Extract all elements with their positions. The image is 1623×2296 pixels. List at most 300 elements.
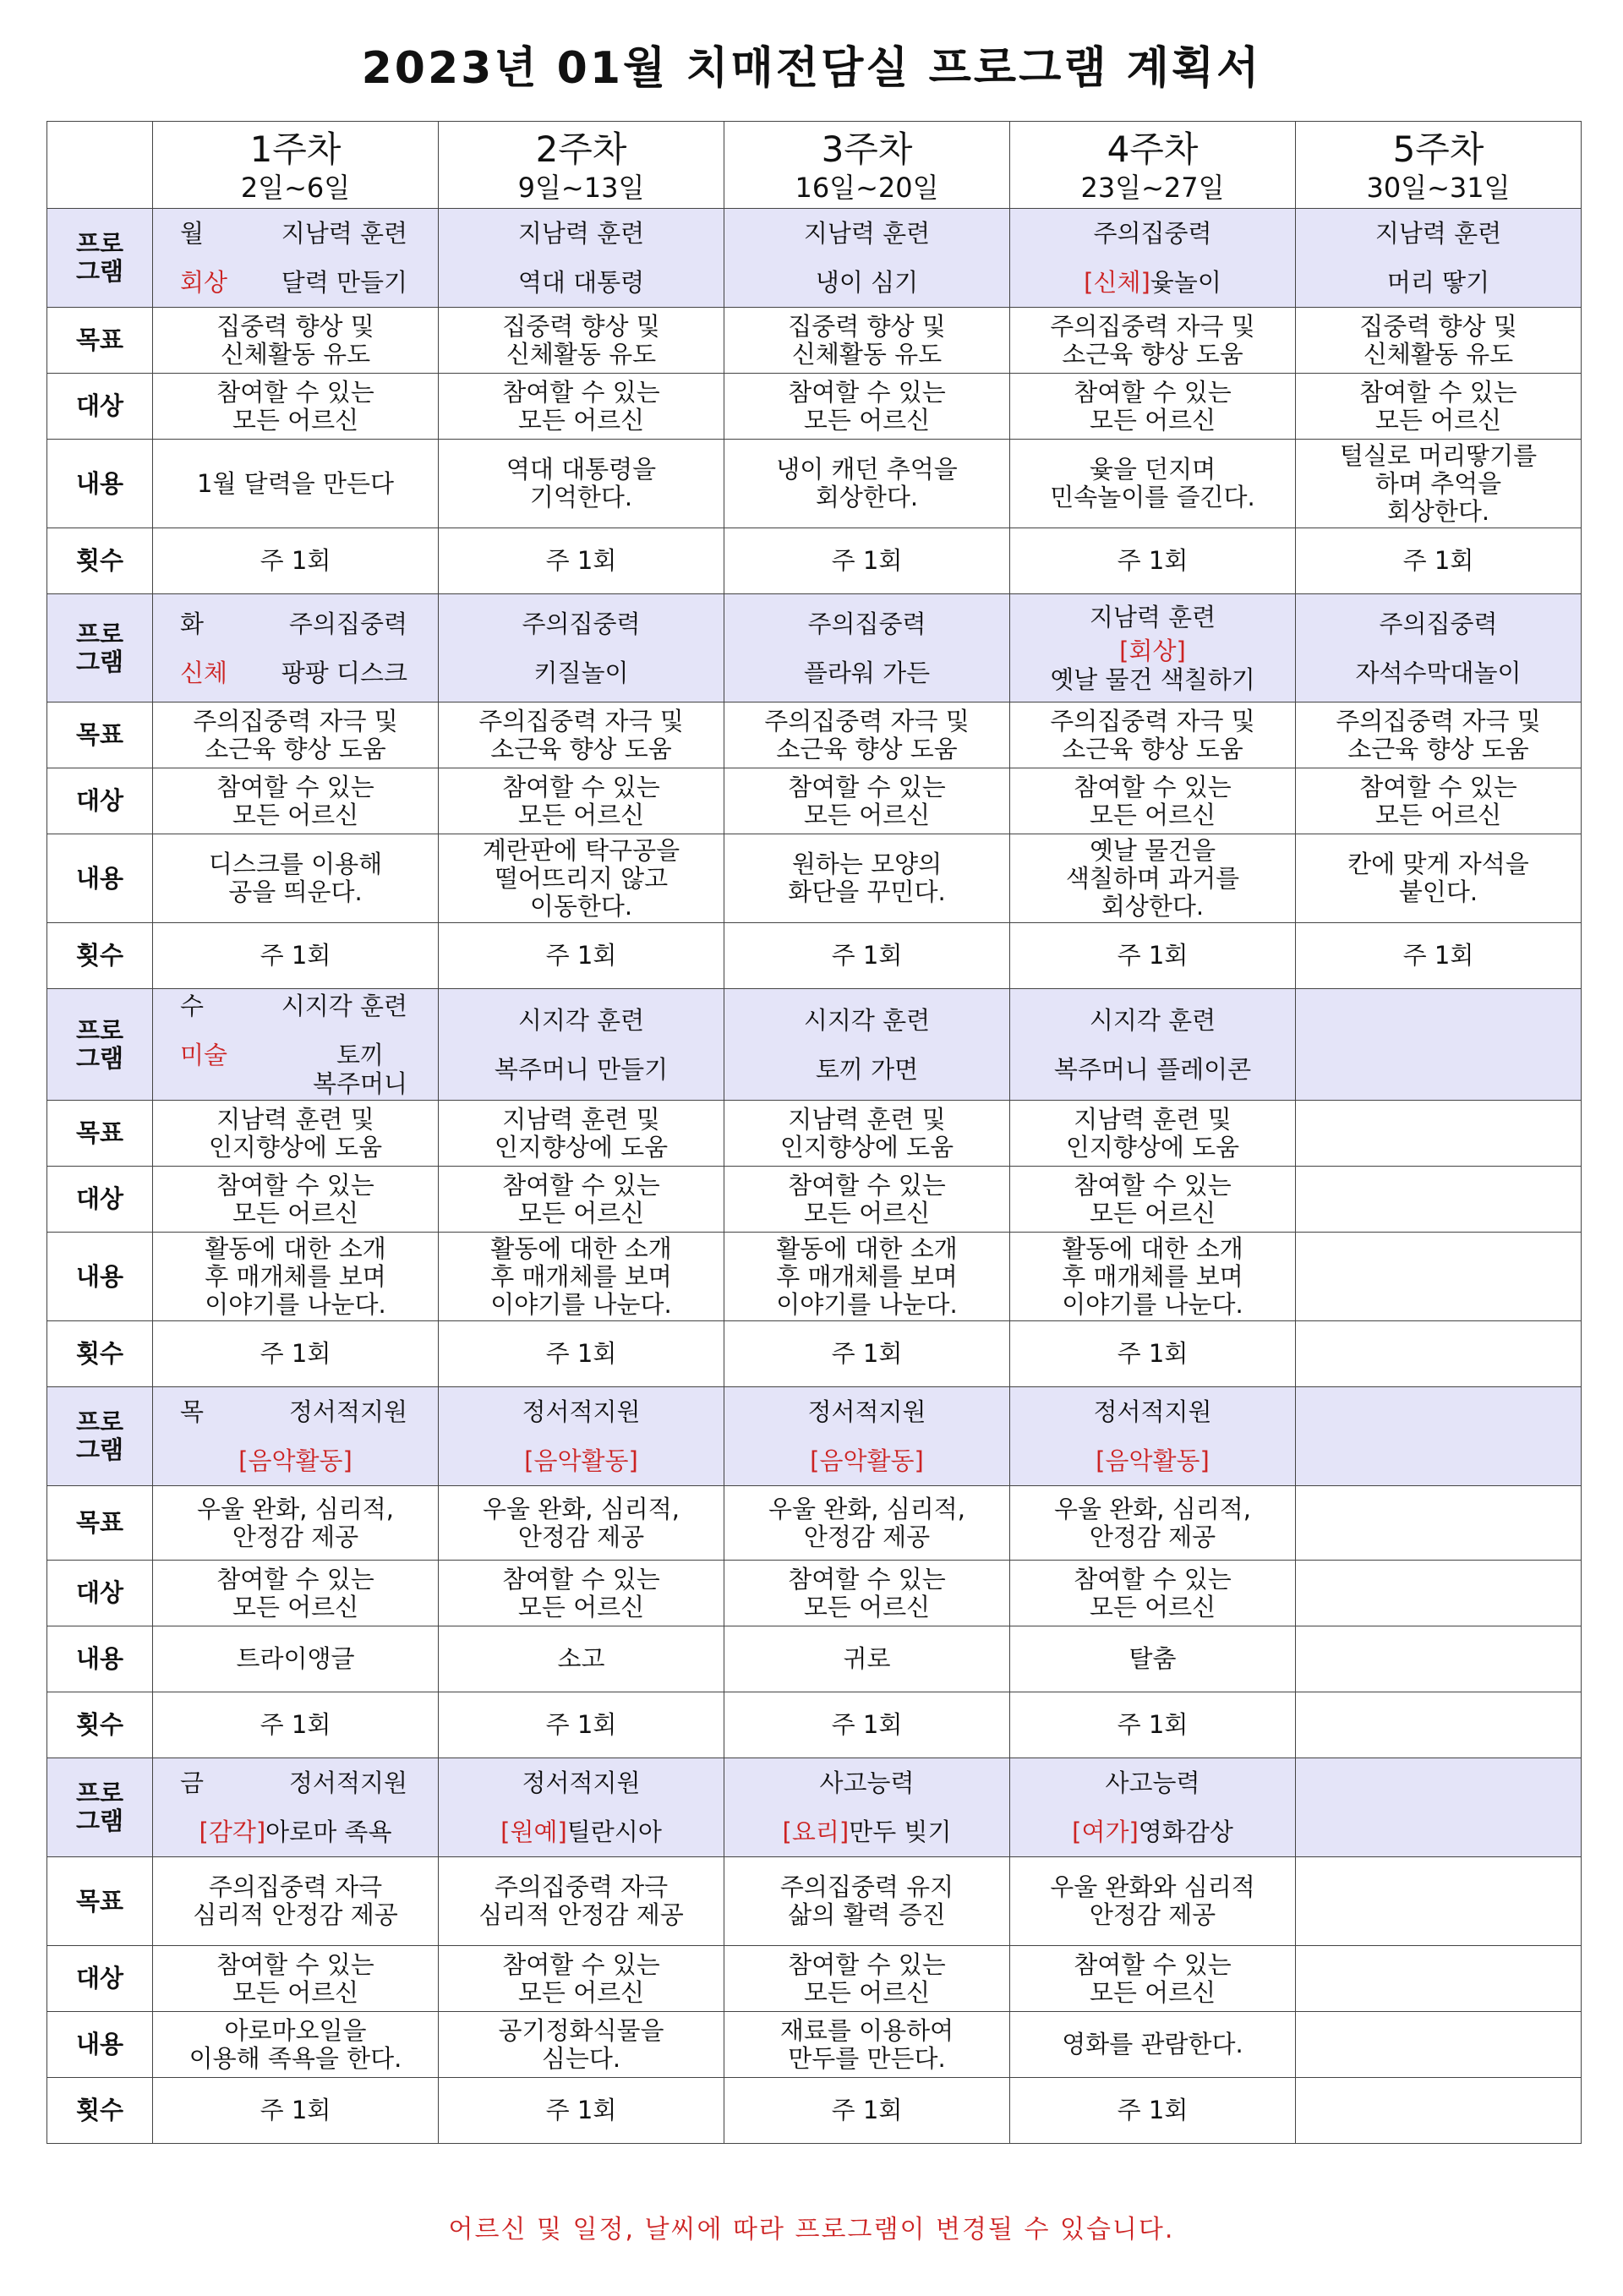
program-row: [47, 989, 1582, 1101]
program-domain: 지남력 훈련: [1089, 602, 1216, 631]
program-cell: [439, 209, 724, 308]
program-line-1: [730, 1768, 1004, 1797]
goal-cell: 주의집중력 자극 심리적 안정감 제공: [153, 1857, 439, 1946]
goal-row: [47, 702, 1582, 768]
program-domain: 정서적지원: [288, 1397, 407, 1426]
row-label-freq: 횟수: [47, 1321, 153, 1387]
row-label-program: [47, 989, 153, 1101]
program-cell: [724, 1387, 1010, 1486]
program-line-1: [1301, 219, 1576, 248]
target-cell: 참여할 수 있는 모든 어르신: [724, 1167, 1010, 1233]
goal-cell: 주의집중력 자극 및 소근육 향상 도움: [724, 702, 1010, 768]
row-label-target: 대상: [47, 374, 153, 440]
program-line-1: [158, 1397, 433, 1426]
freq-cell: 주 1회: [724, 528, 1010, 594]
week-dates: 30일~31일: [1366, 172, 1511, 204]
category-label: 신체: [180, 658, 228, 687]
target-row: [47, 1946, 1582, 2012]
program-domain: 정서적지원: [1093, 1397, 1212, 1426]
program-cell: [1010, 989, 1296, 1101]
program-line-2: [158, 1041, 433, 1098]
target-cell: 참여할 수 있는 모든 어르신: [439, 1561, 724, 1626]
program-line-2: [1015, 1446, 1290, 1475]
goal-cell: 주의집중력 자극 및 소근육 향상 도움: [1010, 702, 1296, 768]
freq-row: [47, 923, 1582, 989]
program-line-2: [158, 1446, 433, 1475]
program-cell: [724, 594, 1010, 702]
content-cell: 소고: [439, 1626, 724, 1692]
program-category-tag: [회상]: [1119, 636, 1186, 665]
target-row: [47, 374, 1582, 440]
content-cell: [1296, 1626, 1582, 1692]
program-title: 키질놀이: [533, 658, 629, 687]
content-cell: 옛날 물건을 색칠하며 과거를 회상한다.: [1010, 834, 1296, 923]
week-header-1: [153, 122, 439, 209]
freq-cell: 주 1회: [724, 1321, 1010, 1387]
program-line-2: [730, 1446, 1004, 1475]
program-domain: 시지각 훈련: [281, 991, 407, 1020]
program-cell: [153, 989, 439, 1101]
program-line-2: [730, 1818, 1004, 1846]
target-cell: 참여할 수 있는 모든 어르신: [724, 768, 1010, 834]
row-label-text: 프로: [75, 619, 124, 648]
program-domain: 지남력 훈련: [517, 219, 645, 248]
program-line-2: [1015, 268, 1290, 297]
program-cell: [439, 594, 724, 702]
weekday-label: 화: [180, 609, 205, 638]
row-label-goal: 목표: [47, 1857, 153, 1946]
freq-cell: [1296, 1321, 1582, 1387]
weekday-label: 수: [180, 991, 205, 1020]
target-row: [47, 1167, 1582, 1233]
program-cell: [724, 209, 1010, 308]
target-cell: [1296, 1561, 1582, 1626]
program-cell: [153, 209, 439, 308]
target-cell: 참여할 수 있는 모든 어르신: [1010, 768, 1296, 834]
target-cell: 참여할 수 있는 모든 어르신: [439, 1167, 724, 1233]
program-title: 플라워 가든: [803, 658, 931, 687]
program-row: [47, 594, 1582, 702]
goal-cell: [1296, 1101, 1582, 1167]
freq-cell: [1296, 2078, 1582, 2144]
content-cell: 활동에 대한 소개 후 매개체를 보며 이야기를 나눈다.: [1010, 1233, 1296, 1321]
week-label: 1주차: [249, 128, 342, 170]
row-label-goal: 목표: [47, 702, 153, 768]
week-label: 4주차: [1107, 128, 1199, 170]
program-line-2: [1015, 1818, 1290, 1846]
content-cell: 활동에 대한 소개 후 매개체를 보며 이야기를 나눈다.: [153, 1233, 439, 1321]
program-line-2: [1301, 268, 1576, 297]
row-label-freq: 횟수: [47, 1692, 153, 1758]
program-category-tag: [여가]: [1072, 1818, 1139, 1846]
program-domain: 주의집중력: [1379, 609, 1498, 638]
program-cell: [1296, 1758, 1582, 1857]
freq-cell: 주 1회: [439, 923, 724, 989]
row-label-program: [47, 1387, 153, 1486]
target-cell: 참여할 수 있는 모든 어르신: [1296, 374, 1582, 440]
goal-cell: 주의집중력 자극 및 소근육 향상 도움: [1296, 702, 1582, 768]
row-label-text: 그램: [75, 1807, 124, 1835]
content-cell: [1296, 1233, 1582, 1321]
program-title: 영화감상: [1138, 1818, 1233, 1846]
program-cell: [724, 1758, 1010, 1857]
goal-row: [47, 1101, 1582, 1167]
program-title: 팡팡 디스크: [281, 658, 407, 687]
row-label-target: 대상: [47, 1561, 153, 1626]
target-cell: 참여할 수 있는 모든 어르신: [724, 1561, 1010, 1626]
content-cell: 냉이 캐던 추억을 회상한다.: [724, 440, 1010, 528]
program-title: 틸란시아: [566, 1818, 662, 1846]
program-line-1: [1301, 1412, 1576, 1440]
content-row: [47, 440, 1582, 528]
row-label-content: 내용: [47, 440, 153, 528]
program-line-1: [1015, 1768, 1290, 1797]
freq-cell: 주 1회: [153, 923, 439, 989]
target-cell: 참여할 수 있는 모든 어르신: [724, 1946, 1010, 2012]
goal-cell: 우울 완화와 심리적 안정감 제공: [1010, 1857, 1296, 1946]
program-domain: 주의집중력: [1093, 219, 1212, 248]
content-row: [47, 2012, 1582, 2078]
goal-cell: 지남력 훈련 및 인지향상에 도움: [153, 1101, 439, 1167]
program-domain: 지남력 훈련: [1374, 219, 1502, 248]
weekday-label: 월: [180, 219, 205, 248]
freq-cell: 주 1회: [724, 923, 1010, 989]
program-line-2: [444, 1446, 719, 1475]
program-line-2: [730, 659, 1004, 687]
program-domain: 주의집중력: [522, 609, 641, 638]
target-cell: 참여할 수 있는 모든 어르신: [1296, 768, 1582, 834]
program-cell: [724, 989, 1010, 1101]
freq-cell: 주 1회: [1010, 1321, 1296, 1387]
target-cell: 참여할 수 있는 모든 어르신: [153, 1561, 439, 1626]
program-category-tag: [음악활동]: [524, 1446, 638, 1475]
freq-cell: 주 1회: [439, 1692, 724, 1758]
goal-cell: [1296, 1857, 1582, 1946]
program-domain: 정서적지원: [288, 1768, 407, 1797]
target-cell: [1296, 1946, 1582, 2012]
program-line-1: [444, 1397, 719, 1426]
program-title: 역대 대통령: [517, 268, 645, 297]
row-label-text: 그램: [75, 257, 124, 286]
week-label: 3주차: [821, 128, 913, 170]
program-title: 토끼 복주머니: [312, 1040, 407, 1098]
target-cell: 참여할 수 있는 모든 어르신: [724, 374, 1010, 440]
program-line-1: [1301, 1020, 1576, 1049]
program-line-1: [1301, 1783, 1576, 1812]
row-label-content: 내용: [47, 1233, 153, 1321]
program-title: 만두 빚기: [849, 1818, 952, 1846]
program-line-1: [158, 992, 433, 1020]
goal-cell: 주의집중력 자극 및 소근육 향상 도움: [439, 702, 724, 768]
goal-cell: [1296, 1486, 1582, 1561]
program-line-1: [158, 219, 433, 248]
week-header-2: [439, 122, 724, 209]
freq-cell: 주 1회: [439, 2078, 724, 2144]
content-cell: 원하는 모양의 화단을 꾸민다.: [724, 834, 1010, 923]
content-cell: 공기정화식물을 심는다.: [439, 2012, 724, 2078]
freq-cell: 주 1회: [1296, 923, 1582, 989]
goal-cell: 우울 완화, 심리적, 안정감 제공: [153, 1486, 439, 1561]
program-title: 토끼 가면: [815, 1054, 919, 1084]
goal-cell: 집중력 향상 및 신체활동 유도: [153, 308, 439, 374]
target-cell: 참여할 수 있는 모든 어르신: [1010, 1946, 1296, 2012]
row-label-text: 프로: [75, 1408, 124, 1436]
week-header-3: [724, 122, 1010, 209]
row-label-text: 그램: [75, 1043, 124, 1073]
program-category-tag: [감각]: [199, 1818, 266, 1846]
program-cell: [439, 989, 724, 1101]
program-cell: [153, 594, 439, 702]
program-cell: [153, 1387, 439, 1486]
program-title: 아로마 족욕: [265, 1818, 392, 1846]
freq-cell: 주 1회: [724, 2078, 1010, 2144]
header-corner-cell: [47, 122, 153, 209]
program-cell: [1296, 594, 1582, 702]
freq-cell: 주 1회: [724, 1692, 1010, 1758]
row-label-program: [47, 209, 153, 308]
target-cell: 참여할 수 있는 모든 어르신: [153, 1946, 439, 2012]
goal-cell: 우울 완화, 심리적, 안정감 제공: [724, 1486, 1010, 1561]
program-category-tag: [원예]: [500, 1818, 567, 1846]
target-cell: 참여할 수 있는 모든 어르신: [1010, 1167, 1296, 1233]
target-cell: 참여할 수 있는 모든 어르신: [1010, 1561, 1296, 1626]
freq-row: [47, 1692, 1582, 1758]
row-label-text: 프로: [75, 1015, 124, 1045]
content-cell: 활동에 대한 소개 후 매개체를 보며 이야기를 나눈다.: [439, 1233, 724, 1321]
week-header-4: [1010, 122, 1296, 209]
program-line-1: [444, 610, 719, 638]
program-cell: [1010, 594, 1296, 702]
program-domain: 시지각 훈련: [1089, 1005, 1216, 1035]
goal-cell: 주의집중력 유지 삶의 활력 증진: [724, 1857, 1010, 1946]
program-line-2: [1015, 1055, 1290, 1084]
freq-cell: 주 1회: [1296, 528, 1582, 594]
goal-cell: 주의집중력 자극 심리적 안정감 제공: [439, 1857, 724, 1946]
program-title: 머리 땋기: [1386, 268, 1490, 297]
program-title: 냉이 심기: [815, 268, 919, 297]
goal-cell: 지남력 훈련 및 인지향상에 도움: [724, 1101, 1010, 1167]
program-category-tag: [음악활동]: [1096, 1446, 1210, 1475]
program-category-tag: [요리]: [782, 1818, 850, 1846]
weekday-label: 금: [180, 1768, 205, 1797]
week-header-row: [47, 122, 1582, 209]
program-line-1: [730, 219, 1004, 248]
row-label-text: 그램: [75, 1435, 124, 1464]
goal-row: [47, 1857, 1582, 1946]
row-label-freq: 횟수: [47, 923, 153, 989]
row-label-text: 프로: [75, 229, 124, 258]
program-title: 옛날 물건 색칠하기: [1050, 664, 1255, 694]
row-label-target: 대상: [47, 768, 153, 834]
program-cell: [153, 1758, 439, 1857]
freq-cell: 주 1회: [1010, 1692, 1296, 1758]
content-cell: 계란판에 탁구공을 떨어뜨리지 않고 이동한다.: [439, 834, 724, 923]
program-row: [47, 1387, 1582, 1486]
week-dates: 9일~13일: [517, 172, 645, 204]
freq-cell: 주 1회: [1010, 923, 1296, 989]
program-line-2: [158, 268, 433, 297]
category-label: 회상: [180, 268, 228, 297]
freq-cell: 주 1회: [153, 2078, 439, 2144]
week-header-5: [1296, 122, 1582, 209]
goal-row: [47, 1486, 1582, 1561]
program-domain: 정서적지원: [522, 1397, 641, 1426]
freq-row: [47, 1321, 1582, 1387]
freq-row: [47, 2078, 1582, 2144]
content-cell: 역대 대통령을 기억한다.: [439, 440, 724, 528]
program-domain: 시지각 훈련: [803, 1005, 931, 1035]
goal-cell: 주의집중력 자극 및 소근육 향상 도움: [153, 702, 439, 768]
week-label: 2주차: [535, 128, 627, 170]
program-row: [47, 1758, 1582, 1857]
program-row: [47, 209, 1582, 308]
program-line-1: [444, 1768, 719, 1797]
freq-cell: [1296, 1692, 1582, 1758]
program-cell: [1296, 989, 1582, 1101]
week-dates: 16일~20일: [795, 172, 939, 204]
target-cell: 참여할 수 있는 모든 어르신: [439, 1946, 724, 2012]
content-cell: 1월 달력을 만든다: [153, 440, 439, 528]
goal-cell: 우울 완화, 심리적, 안정감 제공: [439, 1486, 724, 1561]
program-line-1: [1015, 603, 1290, 631]
content-cell: 아로마오일을 이용해 족욕을 한다.: [153, 2012, 439, 2078]
program-line-1: [730, 1006, 1004, 1035]
program-category-tag: [신체]: [1084, 268, 1150, 297]
row-label-content: 내용: [47, 1626, 153, 1692]
program-cell: [1296, 1387, 1582, 1486]
program-cell: [1010, 209, 1296, 308]
program-line-2: [444, 1055, 719, 1084]
row-label-freq: 횟수: [47, 2078, 153, 2144]
week-label: 5주차: [1392, 128, 1484, 170]
freq-cell: 주 1회: [153, 528, 439, 594]
program-domain: 지남력 훈련: [803, 219, 931, 248]
program-title: 달력 만들기: [281, 268, 407, 297]
category-label: 미술: [180, 1040, 228, 1069]
freq-cell: 주 1회: [153, 1692, 439, 1758]
row-label-target: 대상: [47, 1167, 153, 1233]
program-line-2: [444, 659, 719, 687]
goal-cell: 집중력 향상 및 신체활동 유도: [1296, 308, 1582, 374]
program-domain: 사고능력: [1105, 1768, 1200, 1797]
freq-cell: 주 1회: [439, 528, 724, 594]
target-cell: 참여할 수 있는 모든 어르신: [439, 768, 724, 834]
content-cell: 디스크를 이용해 공을 띄운다.: [153, 834, 439, 923]
program-cell: [439, 1758, 724, 1857]
program-line-2: [444, 1818, 719, 1846]
target-cell: 참여할 수 있는 모든 어르신: [1010, 374, 1296, 440]
program-title: 윷놀이: [1150, 268, 1221, 297]
content-row: [47, 1626, 1582, 1692]
program-domain: 주의집중력: [807, 609, 926, 638]
content-cell: 재료를 이용하여 만두를 만든다.: [724, 2012, 1010, 2078]
goal-cell: 집중력 향상 및 신체활동 유도: [724, 308, 1010, 374]
program-line-1: [444, 1006, 719, 1035]
program-category-tag: [음악활동]: [810, 1446, 924, 1475]
program-line-1: [730, 610, 1004, 638]
program-domain: 정서적지원: [807, 1397, 926, 1426]
freq-cell: 주 1회: [1010, 528, 1296, 594]
program-line-1: [444, 219, 719, 248]
goal-cell: 지남력 훈련 및 인지향상에 도움: [1010, 1101, 1296, 1167]
row-label-program: [47, 594, 153, 702]
target-cell: [1296, 1167, 1582, 1233]
content-row: [47, 834, 1582, 923]
program-line-2: [1015, 637, 1290, 694]
content-cell: 활동에 대한 소개 후 매개체를 보며 이야기를 나눈다.: [724, 1233, 1010, 1321]
row-label-freq: 횟수: [47, 528, 153, 594]
program-line-1: [1301, 610, 1576, 638]
goal-cell: 집중력 향상 및 신체활동 유도: [439, 308, 724, 374]
program-title: 복주머니 플레이콘: [1053, 1054, 1252, 1084]
program-line-2: [730, 1055, 1004, 1084]
program-domain: 시지각 훈련: [517, 1005, 645, 1035]
row-label-content: 내용: [47, 834, 153, 923]
row-label-goal: 목표: [47, 308, 153, 374]
row-label-text: 프로: [75, 1779, 124, 1807]
program-title: 자석수막대놀이: [1355, 658, 1522, 687]
program-domain: 정서적지원: [522, 1768, 641, 1797]
week-dates: 23일~27일: [1080, 172, 1225, 204]
row-label-target: 대상: [47, 1946, 153, 2012]
program-line-1: [1015, 1397, 1290, 1426]
program-cell: [1010, 1387, 1296, 1486]
footnote: 어르신 및 일정, 날씨에 따라 프로그램이 변경될 수 있습니다.: [448, 2215, 1175, 2244]
program-line-2: [1301, 659, 1576, 687]
freq-cell: 주 1회: [439, 1321, 724, 1387]
goal-cell: 지남력 훈련 및 인지향상에 도움: [439, 1101, 724, 1167]
program-plan-table: [46, 121, 1582, 2144]
goal-cell: 우울 완화, 심리적, 안정감 제공: [1010, 1486, 1296, 1561]
content-row: [47, 1233, 1582, 1321]
program-domain: 지남력 훈련: [281, 219, 407, 248]
freq-cell: 주 1회: [153, 1321, 439, 1387]
content-cell: 귀로: [724, 1626, 1010, 1692]
weekday-label: 목: [180, 1397, 205, 1426]
row-label-text: 그램: [75, 647, 124, 676]
program-domain: 주의집중력: [288, 609, 407, 638]
content-cell: 털실로 머리땋기를 하며 추억을 회상한다.: [1296, 440, 1582, 528]
target-row: [47, 1561, 1582, 1626]
program-line-1: [1015, 1006, 1290, 1035]
program-line-2: [158, 659, 433, 687]
program-cell: [439, 1387, 724, 1486]
content-cell: 탈춤: [1010, 1626, 1296, 1692]
target-cell: 참여할 수 있는 모든 어르신: [153, 1167, 439, 1233]
target-cell: 참여할 수 있는 모든 어르신: [153, 768, 439, 834]
goal-row: [47, 308, 1582, 374]
page-title: 2023년 01월 치매전담실 프로그램 계획서: [361, 43, 1262, 94]
program-title: 복주머니 만들기: [494, 1054, 669, 1084]
week-dates: 2일~6일: [240, 172, 351, 204]
program-cell: [1296, 209, 1582, 308]
program-line-1: [158, 610, 433, 638]
content-cell: 칸에 맞게 자석을 붙인다.: [1296, 834, 1582, 923]
content-cell: 영화를 관람한다.: [1010, 2012, 1296, 2078]
goal-cell: 주의집중력 자극 및 소근육 향상 도움: [1010, 308, 1296, 374]
row-label-goal: 목표: [47, 1101, 153, 1167]
target-cell: 참여할 수 있는 모든 어르신: [439, 374, 724, 440]
row-label-goal: 목표: [47, 1486, 153, 1561]
program-line-1: [158, 1768, 433, 1797]
freq-cell: 주 1회: [1010, 2078, 1296, 2144]
program-domain: 사고능력: [819, 1768, 915, 1797]
target-cell: 참여할 수 있는 모든 어르신: [153, 374, 439, 440]
program-line-1: [730, 1397, 1004, 1426]
freq-row: [47, 528, 1582, 594]
program-line-2: [444, 268, 719, 297]
program-line-1: [1015, 219, 1290, 248]
